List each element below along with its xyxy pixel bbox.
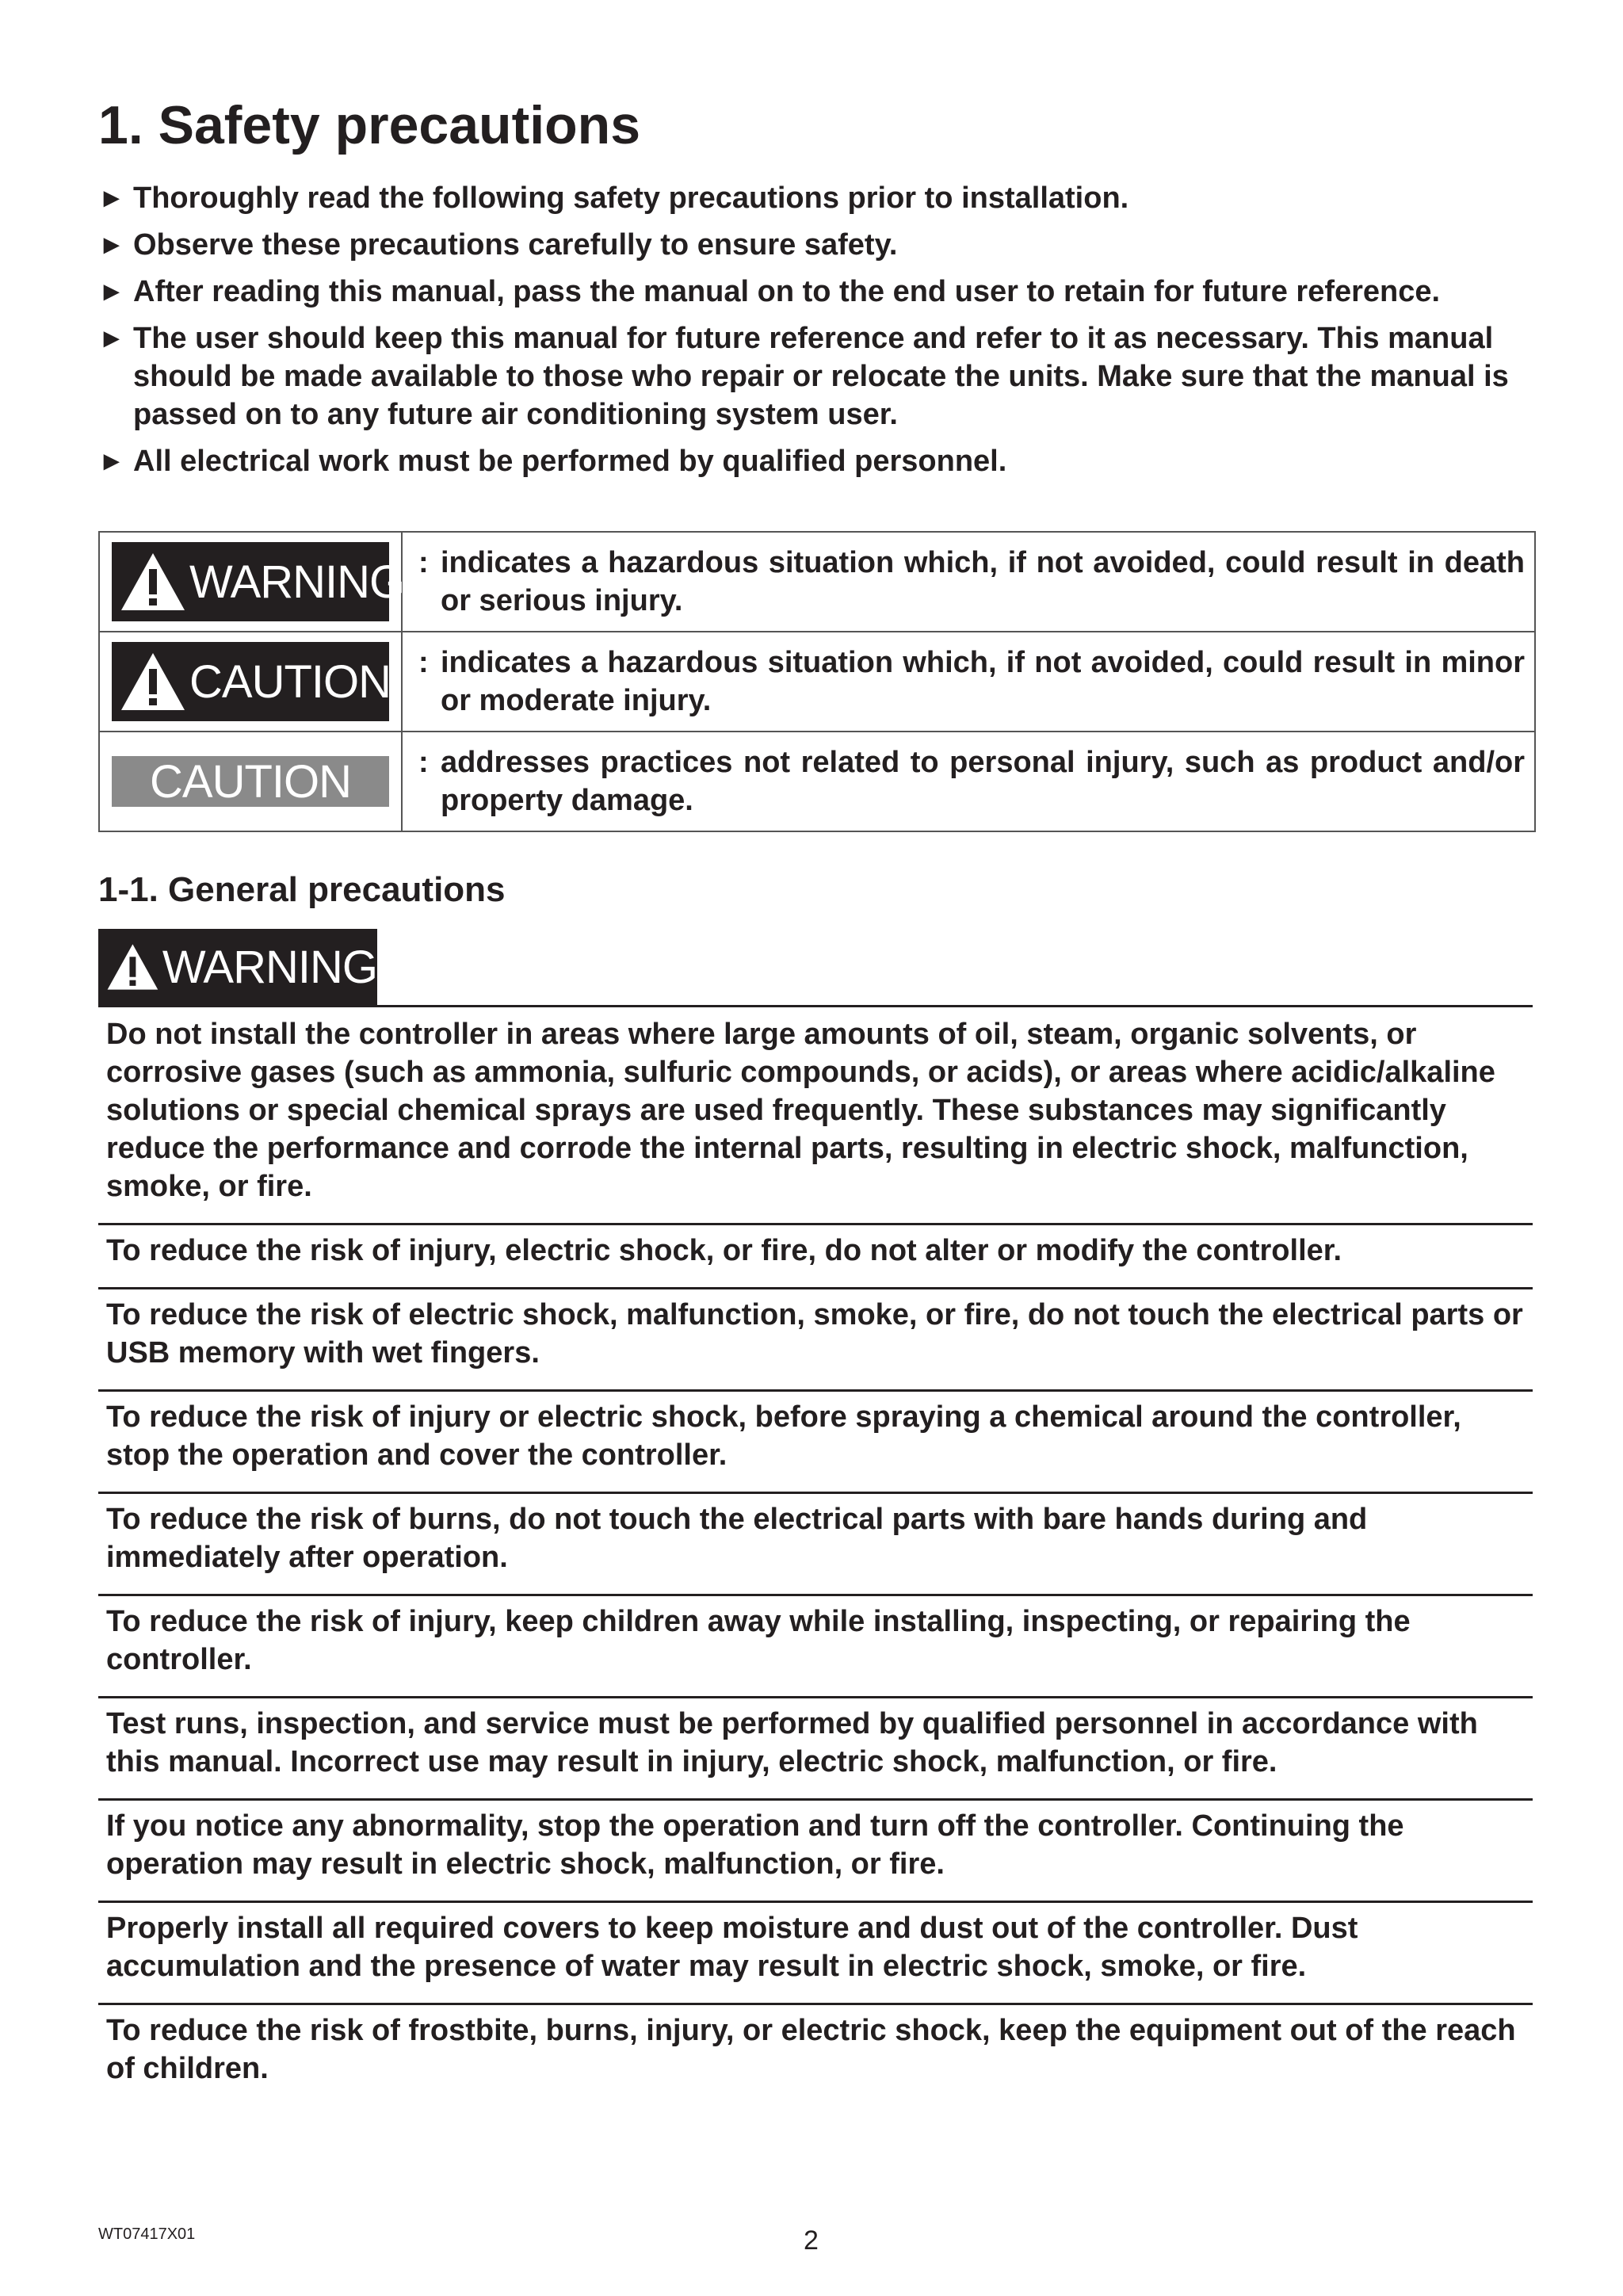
document-code: WT07417X01 [98, 2225, 196, 2243]
right-triangle-arrow-icon: ► [98, 183, 125, 213]
intro-text: Observe these precautions carefully to ensure safety. [133, 228, 898, 262]
warning-label [112, 542, 405, 621]
warning-item: To reduce the risk of injury, electric shock, or fire, do not alter or modify the controller. [98, 1223, 1533, 1287]
legend-row-caution: CAUTION : indicates a hazardous situation which, if not avoided, could result in minor or moderate injury. [100, 632, 1534, 732]
intro-text: Thoroughly read the following safety precautions prior to installation. [133, 181, 1129, 215]
intro-text: After reading this manual, pass the manual on to the end user to retain for future reference. [133, 275, 1441, 308]
intro-item [98, 442, 1541, 480]
warning-item: To reduce the risk of burns, do not touch the electrical parts with bare hands during and immediately after operation. [98, 1492, 1533, 1594]
warning-item: To reduce the risk of electric shock, malfunction, smoke, or fire, do not touch the electrical parts or USB memory with wet fingers. [98, 1287, 1533, 1389]
right-triangle-arrow-icon: ► [98, 323, 125, 353]
intro-item [98, 226, 1541, 264]
right-triangle-arrow-icon: ► [98, 277, 125, 307]
warning-item: To reduce the risk of injury, keep children away while installing, inspecting, or repairing the controller. [98, 1594, 1533, 1696]
intro-text: All electrical work must be performed by qualified personnel. [133, 445, 1007, 478]
right-triangle-arrow-icon: ► [98, 230, 125, 260]
intro-list [98, 179, 1541, 489]
warning-item: Do not install the controller in areas where large amounts of oil, steam, organic solvents, or corrosive gases (such as ammonia, sulfuric compounds, or acids), or areas where acidic/alkaline solutions or special chemical sprays are used frequently. These substances may significantly reduce the performance and corrode the internal parts, resulting in electric shock, malfunction, smoke, or fire. [98, 1005, 1533, 1223]
warning-item: To reduce the risk of injury or electric shock, before spraying a chemical around the controller, stop the operation and cover the controller. [98, 1389, 1533, 1492]
legend-description: indicates a hazardous situation which, if not avoided, could result in minor or moderate injury. [441, 646, 1525, 717]
legend-row-caution-property: CAUTION : addresses practices not related to personal injury, such as product and/or property damage. [100, 732, 1534, 831]
warning-triangle-icon [120, 651, 186, 712]
caution-label-text: CAUTION [189, 655, 391, 708]
legend-description: addresses practices not related to personal injury, such as product and/or property damage. [441, 746, 1525, 817]
caution-label [112, 642, 389, 721]
intro-item [98, 179, 1541, 217]
intro-text: The user should keep this manual for future reference and refer to it as necessary. This manual should be made available to those who repair or relocate the units. Make sure that the manual is passed on to any future air conditioning system user. [133, 322, 1509, 431]
section-subtitle: 1-1. General precautions [98, 870, 506, 909]
page-title: 1. Safety precautions [98, 95, 641, 155]
legend-description: indicates a hazardous situation which, if not avoided, could result in death or serious injury. [441, 546, 1525, 617]
warning-label-text: WARNING [189, 556, 405, 608]
intro-item [98, 319, 1541, 434]
warning-triangle-icon [106, 937, 159, 997]
caution-gray-label: CAUTION [112, 756, 389, 807]
warning-triangle-icon [120, 552, 186, 612]
right-triangle-arrow-icon: ► [98, 446, 125, 476]
warning-item: To reduce the risk of frostbite, burns, injury, or electric shock, keep the equipment out of the reach of children. [98, 2003, 1533, 2105]
warning-tab-text: WARNING [162, 941, 377, 993]
intro-item [98, 273, 1541, 311]
warning-list [98, 1005, 1533, 2105]
warning-item: If you notice any abnormality, stop the operation and turn off the controller. Continuing the operation may result in electric shock, malfunction, or fire. [98, 1798, 1533, 1901]
warning-section-label [98, 929, 377, 1005]
signal-word-legend [98, 531, 1536, 832]
legend-row-warning: WARNING : indicates a hazardous situation which, if not avoided, could result in death or serious injury. [100, 533, 1534, 632]
page-number: 2 [804, 2225, 819, 2256]
warning-item: Properly install all required covers to keep moisture and dust out of the controller. Dust accumulation and the presence of water may result in electric shock, smoke, or fire. [98, 1901, 1533, 2003]
warning-item: Test runs, inspection, and service must be performed by qualified personnel in accordance with this manual. Incorrect use may result in injury, electric shock, malfunction, or fire. [98, 1696, 1533, 1798]
